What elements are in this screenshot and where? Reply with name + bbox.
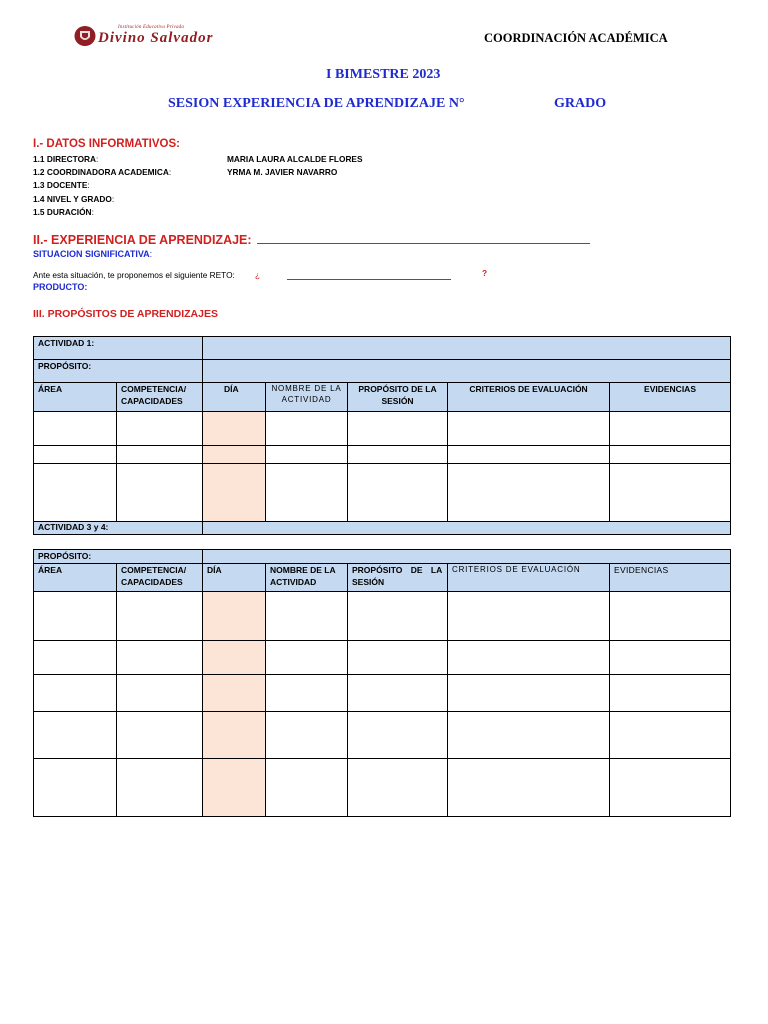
reto-text: Ante esta situación, te proponemos el siguiente RETO: <box>33 270 235 280</box>
header-proposito: PROPÓSITO DE LA SESIÓN <box>348 564 448 592</box>
activity-table-2 <box>33 549 731 817</box>
cell[interactable] <box>348 675 448 712</box>
session-title: SESION EXPERIENCIA DE APRENDIZAJE N° <box>168 96 465 111</box>
header-nombre: NOMBRE DE LA ACTIVIDAD <box>266 383 348 412</box>
cell[interactable] <box>348 641 448 675</box>
cell[interactable] <box>34 446 117 464</box>
logo-name: Divino Salvador <box>98 30 214 46</box>
header-evidencias: EVIDENCIAS <box>610 564 731 592</box>
coordination-title: COORDINACIÓN ACADÉMICA <box>484 31 668 45</box>
cell[interactable] <box>610 712 731 759</box>
cell[interactable] <box>266 641 348 675</box>
info-label: 1.1 DIRECTORA: <box>33 154 99 164</box>
cell-dia[interactable] <box>203 759 266 817</box>
cell[interactable] <box>34 412 117 446</box>
cell[interactable] <box>448 675 610 712</box>
cell[interactable] <box>117 446 203 464</box>
info-value: YRMA M. JAVIER NAVARRO <box>227 167 338 177</box>
cell-dia[interactable] <box>203 641 266 675</box>
cell-dia[interactable] <box>203 446 266 464</box>
proposito-label: PROPÓSITO: <box>34 550 203 564</box>
cell[interactable] <box>610 412 731 446</box>
cell-dia[interactable] <box>203 712 266 759</box>
cell[interactable] <box>448 641 610 675</box>
reto-open: ¿ <box>255 270 261 280</box>
cell[interactable] <box>34 759 117 817</box>
cell[interactable] <box>448 712 610 759</box>
cell[interactable] <box>117 592 203 641</box>
header-dia: DÍA <box>203 564 266 592</box>
cell[interactable] <box>117 641 203 675</box>
cell[interactable] <box>610 464 731 522</box>
proposito-value[interactable] <box>203 550 731 564</box>
cell[interactable] <box>266 675 348 712</box>
actividad-3-4-label: ACTIVIDAD 3 y 4: <box>34 522 203 535</box>
cell[interactable] <box>348 759 448 817</box>
cell[interactable] <box>266 759 348 817</box>
cell[interactable] <box>34 641 117 675</box>
cell[interactable] <box>34 712 117 759</box>
cell[interactable] <box>117 464 203 522</box>
proposito-label: PROPÓSITO: <box>34 360 203 383</box>
cell[interactable] <box>348 592 448 641</box>
info-label: 1.2 COORDINADORA ACADEMICA: <box>33 167 172 177</box>
proposito-value[interactable] <box>203 360 731 383</box>
producto-label: PRODUCTO: <box>33 282 88 292</box>
cell[interactable] <box>610 759 731 817</box>
cell[interactable] <box>448 412 610 446</box>
cell[interactable] <box>266 712 348 759</box>
actividad-1-value[interactable] <box>203 337 731 360</box>
propositos-heading: III. PROPÓSITOS DE APRENDIZAJES <box>33 308 218 320</box>
cell[interactable] <box>266 464 348 522</box>
actividad-1-label: ACTIVIDAD 1: <box>34 337 203 360</box>
cell-dia[interactable] <box>203 675 266 712</box>
cell[interactable] <box>348 464 448 522</box>
experiencia-blank-line <box>257 243 590 244</box>
cell-dia[interactable] <box>203 592 266 641</box>
cell[interactable] <box>610 592 731 641</box>
activity-table-1 <box>33 336 731 535</box>
experiencia-heading: II.- EXPERIENCIA DE APRENDIZAJE: <box>33 233 590 247</box>
actividad-3-4-value[interactable] <box>203 522 731 535</box>
cell[interactable] <box>348 712 448 759</box>
cell[interactable] <box>266 592 348 641</box>
cell[interactable] <box>448 592 610 641</box>
info-value: MARIA LAURA ALCALDE FLORES <box>227 154 363 164</box>
cell[interactable] <box>266 446 348 464</box>
grado-label: GRADO <box>554 96 607 111</box>
cell[interactable] <box>448 446 610 464</box>
cell-dia[interactable] <box>203 412 266 446</box>
header-criterios: CRITERIOS DE EVALUACIÓN <box>448 564 610 592</box>
school-logo <box>74 25 280 47</box>
header-competencia: COMPETENCIA/ CAPACIDADES <box>117 383 203 412</box>
cell[interactable] <box>448 759 610 817</box>
header-area: ÁREA <box>34 383 117 412</box>
cell[interactable] <box>117 412 203 446</box>
cell[interactable] <box>117 675 203 712</box>
header-proposito: PROPÓSITO DE LA SESIÓN <box>348 383 448 412</box>
cell[interactable] <box>448 464 610 522</box>
reto-close: ? <box>482 268 488 278</box>
header-competencia: COMPETENCIA/ CAPACIDADES <box>117 564 203 592</box>
cell[interactable] <box>610 675 731 712</box>
info-label: 1.4 NIVEL Y GRADO: <box>33 194 115 204</box>
info-label: 1.5 DURACIÓN: <box>33 207 94 217</box>
cell[interactable] <box>34 675 117 712</box>
cell[interactable] <box>610 641 731 675</box>
cell[interactable] <box>117 712 203 759</box>
header-criterios: CRITERIOS DE EVALUACIÓN <box>448 383 610 412</box>
info-label: 1.3 DOCENTE: <box>33 180 90 190</box>
cell[interactable] <box>117 759 203 817</box>
situacion-label: SITUACION SIGNIFICATIVA: <box>33 249 153 259</box>
cell-dia[interactable] <box>203 464 266 522</box>
header-evidencias: EVIDENCIAS <box>610 383 731 412</box>
cell[interactable] <box>348 412 448 446</box>
cell[interactable] <box>266 412 348 446</box>
cell[interactable] <box>610 446 731 464</box>
cell[interactable] <box>34 592 117 641</box>
cell[interactable] <box>34 464 117 522</box>
cell[interactable] <box>348 446 448 464</box>
shield-icon <box>74 25 96 47</box>
bimestre-title: I BIMESTRE 2023 <box>326 67 441 82</box>
header-nombre: NOMBRE DE LA ACTIVIDAD <box>266 564 348 592</box>
datos-heading: I.- DATOS INFORMATIVOS: <box>33 138 180 150</box>
header-area: ÁREA <box>34 564 117 592</box>
header-dia: DÍA <box>203 383 266 412</box>
reto-blank-line <box>287 270 451 280</box>
logo-tagline: Institución Educativa Privada <box>118 25 185 30</box>
